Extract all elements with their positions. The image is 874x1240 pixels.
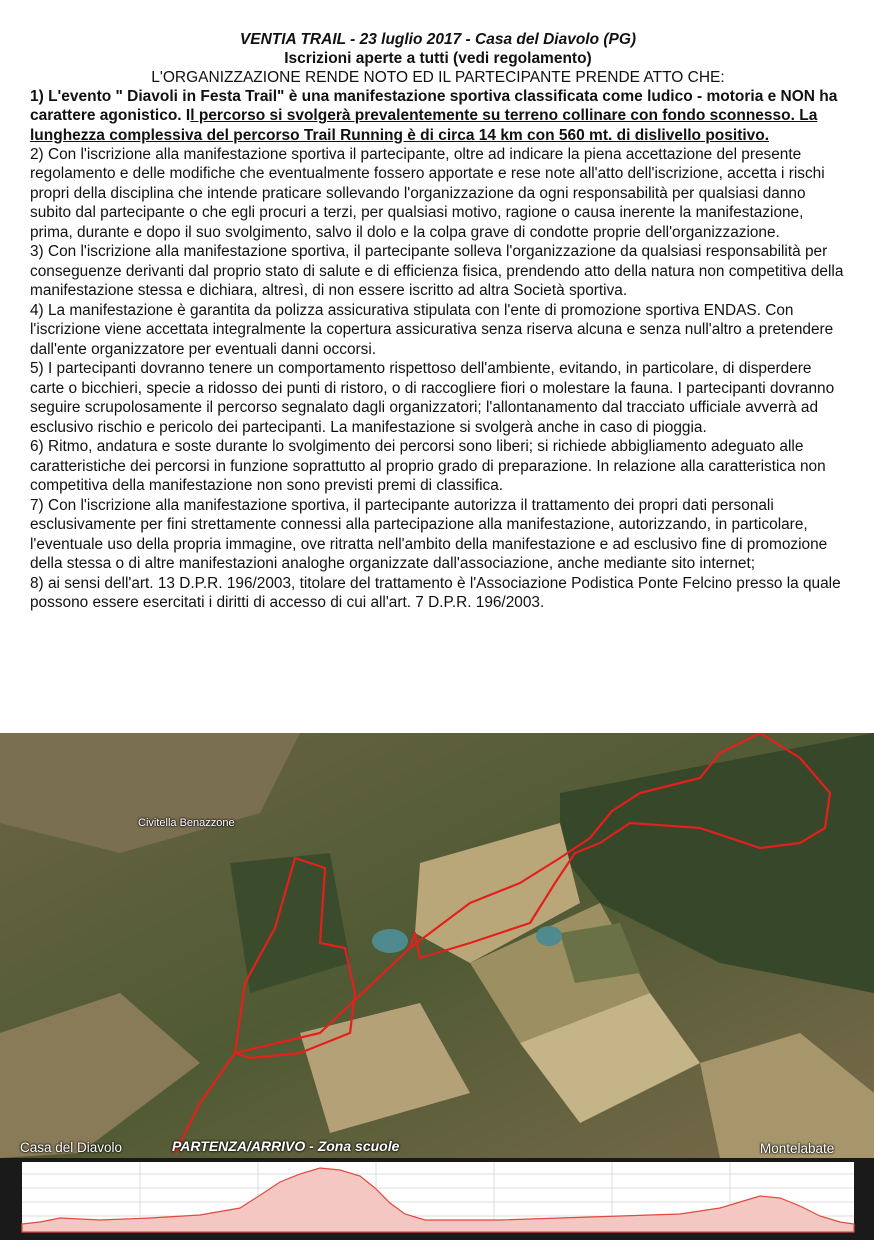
label-casa-del-diavolo: Casa del Diavolo: [20, 1140, 123, 1155]
label-partenza-arrivo: PARTENZA/ARRIVO - Zona scuole: [172, 1138, 400, 1154]
point-6: 6) Ritmo, andatura e soste durante lo svolgimento dei percorsi sono liberi; si richiede abbigliamento adeguato alle caratteristiche dei percorsi in funzione soprattutto al proprio grado di preparazione. In relazione alla caratteristica non competitiva della manifestazione non sono previsti premi di classifica.: [30, 438, 826, 495]
label-civitella: Civitella Benazzone: [138, 817, 235, 829]
page-subtitle: Iscrizioni aperte a tutti (vedi regolamento): [284, 50, 592, 67]
label-montelabate: Montelabate: [760, 1141, 835, 1156]
point-2: 2) Con l'iscrizione alla manifestazione sportiva il partecipante, oltre ad indicare la piena accettazione del presente regolamento e delle modifiche che eventualmente fossero apportate e rese note all'atto dell'iscrizione, accetta i rischi propri della disciplina che intende praticare sollevando l'organizzazione da ogni responsabilità per qualsiasi danno subito dal partecipante o che egli procuri a terzi, per qualsiasi motivo, ragione o causa inerente la manifestazione, prima, durante e dopo il suo svolgimento, salvo il dolo e la colpa grave di condotte proprie dell'organizzazione.: [30, 145, 825, 241]
point-4: 4) La manifestazione è garantita da polizza assicurativa stipulata con l'ente di promozione sportiva ENDAS. Con l'iscrizione viene accettata integralmente la copertura assicurativa senza riserva alcuna e senza null'altro a pretendere dall'ente organizzatore per eventuali danni occorsi.: [30, 301, 834, 358]
point-1-underlined: l percorso si svolgerà prevalentemente su terreno collinare con fondo sconnesso. La lunghezza complessiva del percorso Trail Running è di circa 14 km con 560 mt. di dislivello positivo.: [30, 107, 818, 144]
point-1-plain: 1) L'evento " Diavoli in Festa Trail" è una manifestazione sportiva classificata come ludico - motoria e NON ha carattere agonistico. I: [30, 88, 838, 125]
regulation-document: [30, 30, 846, 613]
page-title: VENTIA TRAIL - 23 luglio 2017 - Casa del Diavolo (PG): [239, 31, 637, 48]
map-terrain: [0, 733, 874, 1158]
point-3: 3) Con l'iscrizione alla manifestazione sportiva, il partecipante solleva l'organizzazione da qualsiasi responsabilità per conseguenze derivanti dal proprio stato di salute e di efficienza fisica, prendendo atto della natura non competitiva della manifestazione stessa e dichiara, altresì, di non essere iscritto ad altra Società sportiva.: [30, 243, 844, 300]
point-5: 5) I partecipanti dovranno tenere un comportamento rispettoso dell'ambiente, evitando, in particolare, di disperdere carte o bicchieri, specie a ridosso dei punti di ristoro, o di raccogliere fiori o molestare la fauna. I partecipanti dovranno seguire scrupolosamente il percorso segnalato dagli organizzatori; l'allontanamento dal tracciato ufficiale avverrà ad esclusivo rischio e pericolo dei partecipanti. La manifestazione si svolgerà anche in caso di pioggia.: [30, 360, 835, 436]
point-7: 7) Con l'iscrizione alla manifestazione sportiva, il partecipante autorizza il trattamento dei propri dati personali esclusivamente per fini strettamente connessi alla partecipazione alla manifestazione, autorizzando, in particolare, l'eventuale uso della propria immagine, ove ritratta nell'ambito della manifestazione e ad esclusivo fine di promozione della stessa o di altre manifestazioni analoghe organizzate dall'associazione, anche mediante sito internet;: [30, 496, 828, 573]
notice-heading: L'ORGANIZZAZIONE RENDE NOTO ED IL PARTECIPANTE PRENDE ATTO CHE:: [151, 69, 725, 86]
elevation-profile: [0, 1158, 874, 1240]
point-8: 8) ai sensi dell'art. 13 D.P.R. 196/2003, titolare del trattamento è l'Associazione Podistica Ponte Felcino presso la quale possono essere esercitati i diritti di accesso di cui all'art. 7 D.P.R. 196/2003.: [30, 574, 841, 612]
route-satellite-map: [0, 733, 874, 1158]
point-1: [30, 87, 846, 145]
elevation-chart: [0, 1158, 874, 1240]
